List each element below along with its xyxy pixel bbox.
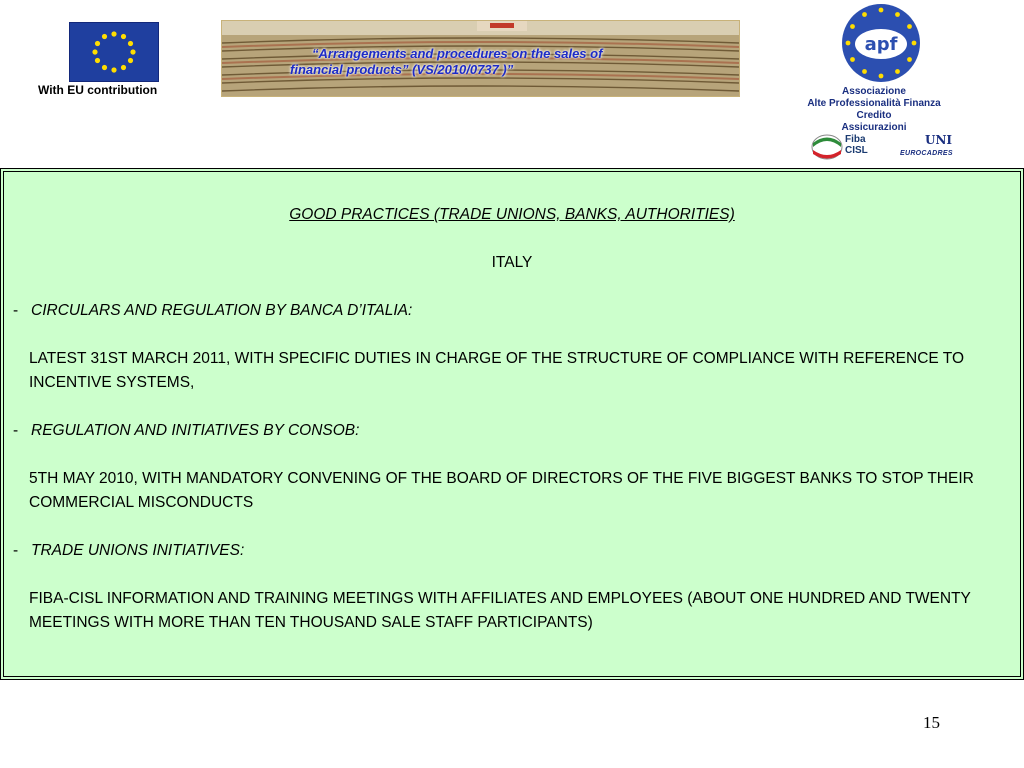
eu-flag-icon: [69, 22, 159, 82]
fiba-line2: CISL: [845, 145, 868, 156]
banner-title-line2: financial products” (VS/2010/0737 )”: [290, 62, 514, 77]
section-title: REGULATION AND INITIATIVES BY CONSOB:: [31, 422, 360, 439]
eu-contribution-caption: With EU contribution: [38, 83, 158, 97]
fiba-line1: Fiba: [845, 134, 866, 145]
apf-line4: Assicurazioni: [841, 122, 907, 133]
banner-title: [222, 46, 739, 78]
country-heading: ITALY: [491, 254, 533, 271]
apf-line3: Credito: [856, 110, 892, 121]
bullet-dash: -: [13, 422, 19, 439]
bullet-dash: -: [13, 542, 19, 559]
apf-line2: Alte Professionalità Finanza: [807, 98, 941, 109]
section-heading-banca-italia: [13, 299, 412, 323]
project-banner: [221, 20, 740, 97]
apf-logo-text: apf: [864, 34, 898, 55]
apf-logo-block: [788, 0, 960, 162]
section-title: TRADE UNIONS INITIATIVES:: [31, 542, 245, 559]
section-heading-consob: [13, 419, 359, 443]
section-body-banca-italia: LATEST 31ST MARCH 2011, WITH SPECIFIC DUTIES IN CHARGE OF THE STRUCTURE OF COMPLIANCE WITH REFERENCE TO INCENTIVE SYSTEMS,: [29, 350, 965, 391]
page-number: 15: [923, 713, 940, 732]
apf-line1: Associazione: [842, 86, 906, 97]
content-panel: [0, 168, 1024, 680]
fiba-logo-icon: [810, 133, 844, 161]
eurocadres-logo: EUROCADRES: [900, 150, 953, 157]
fiba-cisl-label: [845, 134, 868, 156]
section-heading-trade-unions: [13, 539, 244, 563]
uni-logo-icon: UNI: [925, 133, 953, 147]
banner-title-line1: “Arrangements and procedures on the sales of: [312, 46, 603, 61]
section-body-consob: 5TH MAY 2010, WITH MANDATORY CONVENING OF THE BOARD OF DIRECTORS OF THE FIVE BIGGEST BANKS TO STOP THEIR COMMERCIAL MISCONDUCTS: [29, 470, 974, 511]
bullet-dash: -: [13, 302, 19, 319]
section-title: CIRCULARS AND REGULATION BY BANCA D’ITALIA:: [31, 302, 413, 319]
page-title: GOOD PRACTICES (TRADE UNIONS, BANKS, AUTHORITIES): [289, 206, 735, 223]
apf-association-name: [788, 86, 960, 134]
section-body-trade-unions: FIBA-CISL INFORMATION AND TRAINING MEETINGS WITH AFFILIATES AND EMPLOYEES (ABOUT ONE HUNDRED AND TWENTY MEETINGS WITH MORE THAN TEN THOUSAND SALE STAFF PARTICIPANTS): [29, 590, 971, 631]
apf-logo-icon: [838, 2, 924, 84]
